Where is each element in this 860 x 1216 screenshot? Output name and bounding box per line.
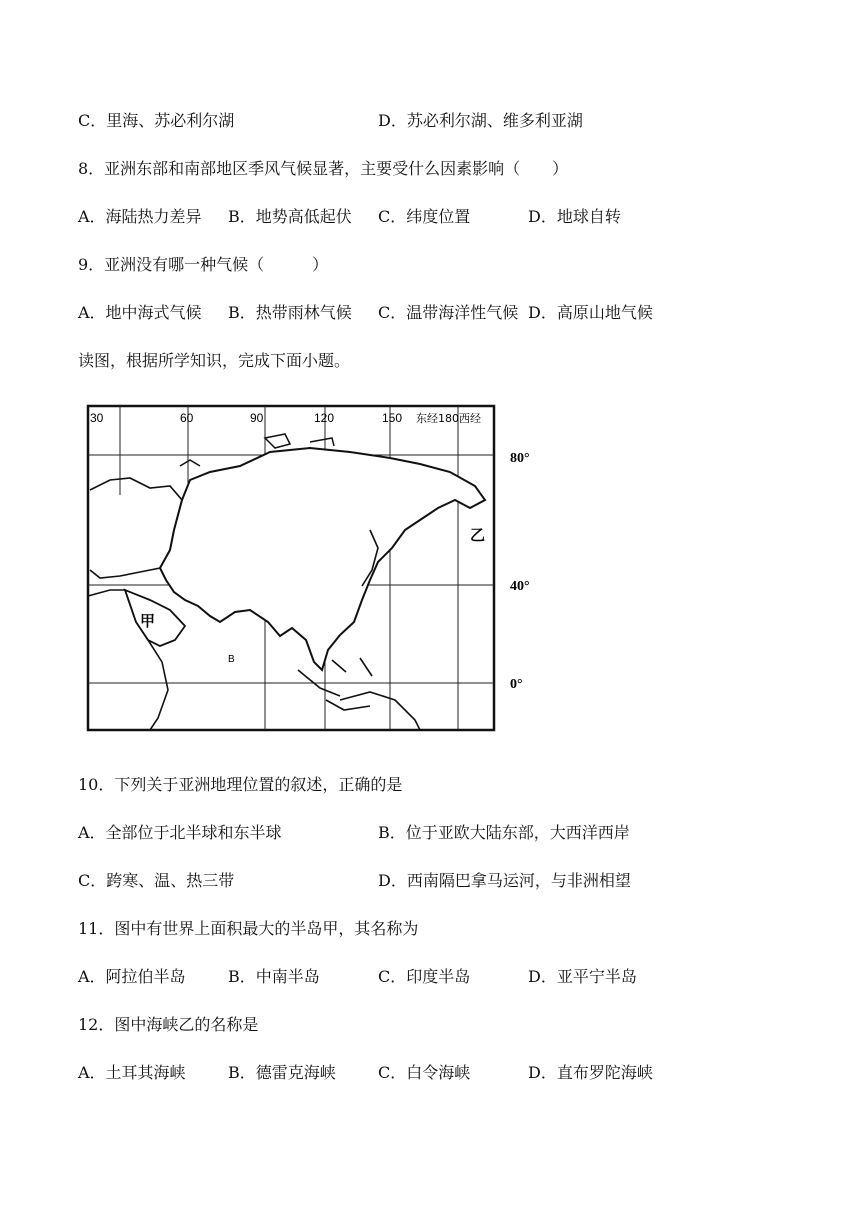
q11-option-a: A．阿拉伯半岛	[78, 967, 186, 986]
marker-b: B	[228, 654, 235, 665]
q10-option-c: C．跨寒、温、热三带	[78, 871, 235, 890]
marker-jia: 甲	[140, 612, 156, 630]
q12-option-d: D．直布罗陀海峡	[528, 1063, 653, 1082]
lon-label-120: 120	[314, 411, 335, 425]
q10-stem: 10．下列关于亚洲地理位置的叙述，正确的是	[78, 775, 403, 794]
q10-option-d: D．西南隔巴拿马运河，与非洲相望	[378, 871, 631, 890]
q11-option-c: C．印度半岛	[378, 967, 471, 986]
q9-stem: 9．亚洲没有哪一种气候（ ）	[78, 255, 329, 274]
q12-option-c: C．白令海峡	[378, 1063, 471, 1082]
lon-label-30: 30	[90, 411, 104, 425]
lat-label-40: 40°	[510, 579, 530, 594]
asia-map	[70, 400, 560, 735]
q11-option-b: B．中南半岛	[228, 967, 320, 986]
q8-option-d: D．地球自转	[528, 207, 621, 226]
lat-label-80: 80°	[510, 451, 530, 466]
q11-stem: 11．图中有世界上面积最大的半岛甲，其名称为	[78, 919, 419, 938]
lon-label-60: 60	[180, 411, 194, 425]
lon-corner-label: 东经180西经	[416, 412, 481, 425]
q8-option-c: C．纬度位置	[378, 207, 471, 226]
lon-label-90: 90	[250, 411, 264, 425]
lat-label-0: 0°	[510, 677, 523, 692]
q8-option-b: B．地势高低起伏	[228, 207, 352, 226]
q8-option-a: A．海陆热力差异	[78, 207, 202, 226]
q9-option-b: B．热带雨林气候	[228, 303, 352, 322]
q12-stem: 12．图中海峡乙的名称是	[78, 1015, 259, 1034]
map-intro: 读图，根据所学知识，完成下面小题。	[78, 351, 351, 370]
q10-option-a: A．全部位于北半球和东半球	[78, 823, 282, 842]
q11-option-d: D．亚平宁半岛	[528, 967, 637, 986]
q9-option-c: C．温带海洋性气候	[378, 303, 519, 322]
q8-stem: 8．亚洲东部和南部地区季风气候显著，主要受什么因素影响（ ）	[78, 159, 569, 178]
q9-option-a: A．地中海式气候	[78, 303, 202, 322]
q10-option-b: B．位于亚欧大陆东部，大西洋西岸	[378, 823, 630, 842]
lon-label-150: 150	[382, 411, 403, 425]
q12-option-b: B．德雷克海峡	[228, 1063, 336, 1082]
marker-yi: 乙	[470, 526, 486, 544]
q9-option-d: D．高原山地气候	[528, 303, 653, 322]
q7-option-c: C．里海、苏必利尔湖	[78, 111, 235, 130]
q7-option-d: D．苏必利尔湖、维多利亚湖	[378, 111, 583, 130]
q12-option-a: A．土耳其海峡	[78, 1063, 186, 1082]
